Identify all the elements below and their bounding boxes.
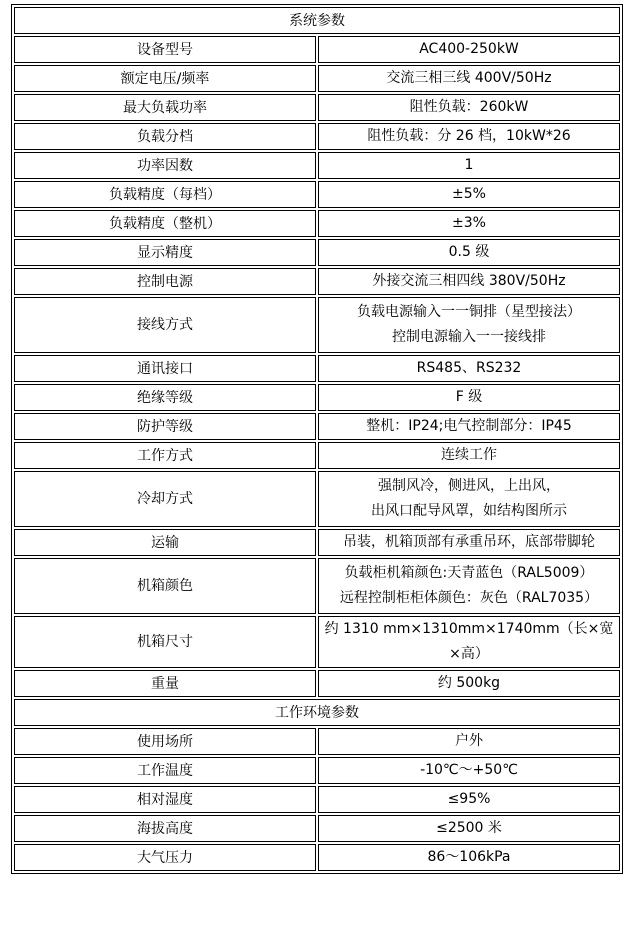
table-row bbox=[14, 670, 620, 697]
table-row bbox=[14, 442, 620, 469]
row-value bbox=[318, 239, 620, 266]
row-value-line: 阻性负载：分 26 档，10kW*26 bbox=[367, 128, 571, 144]
row-label: 相对湿度 bbox=[14, 786, 316, 813]
table-row bbox=[14, 815, 620, 842]
row-value-line: 远程控制柜柜体颜色：灰色（RAL7035） bbox=[339, 590, 599, 606]
row-value-line: 负载柜机箱颜色:天青蓝色（RAL5009） bbox=[344, 565, 594, 581]
row-value-line: 整机：IP24;电气控制部分：IP45 bbox=[366, 418, 572, 434]
row-value-line: ±5% bbox=[452, 186, 486, 202]
row-value bbox=[318, 728, 620, 755]
row-value bbox=[318, 844, 620, 871]
row-value-line: 户外 bbox=[455, 733, 483, 749]
row-value bbox=[318, 355, 620, 382]
row-value bbox=[318, 268, 620, 295]
row-value bbox=[318, 442, 620, 469]
row-value bbox=[318, 670, 620, 697]
row-label: 接线方式 bbox=[14, 297, 316, 353]
row-value-line: 连续工作 bbox=[441, 447, 497, 463]
row-value-line: 负载电源输入一一铜排（星型接法） bbox=[357, 304, 581, 320]
row-value bbox=[318, 786, 620, 813]
table-row bbox=[14, 181, 620, 208]
row-value-line: 86～106kPa bbox=[427, 849, 511, 865]
row-value-line: 约 1310 mm×1310mm×1740mm（长×宽×高） bbox=[324, 621, 614, 662]
row-value bbox=[318, 384, 620, 411]
section-header-row bbox=[14, 699, 620, 726]
row-label: 功率因数 bbox=[14, 152, 316, 179]
row-value-line: 交流三相三线 400V/50Hz bbox=[386, 70, 552, 86]
row-value bbox=[318, 558, 620, 614]
row-label: 负载分档 bbox=[14, 123, 316, 150]
row-value-line: F 级 bbox=[455, 389, 483, 405]
row-value bbox=[318, 297, 620, 353]
row-value bbox=[318, 210, 620, 237]
row-value bbox=[318, 757, 620, 784]
table-row bbox=[14, 297, 620, 353]
row-value bbox=[318, 36, 620, 63]
table-row bbox=[14, 471, 620, 527]
row-value bbox=[318, 181, 620, 208]
row-value-line: 出风口配导风罩，如结构图所示 bbox=[371, 503, 567, 519]
row-label: 冷却方式 bbox=[14, 471, 316, 527]
row-label: 额定电压/频率 bbox=[14, 65, 316, 92]
row-value-line: 外接交流三相四线 380V/50Hz bbox=[372, 273, 566, 289]
row-value-line: 强制风冷，侧进风，上出风， bbox=[378, 478, 560, 494]
table-row bbox=[14, 384, 620, 411]
row-value-line: AC400-250kW bbox=[419, 41, 519, 57]
table-row bbox=[14, 558, 620, 614]
row-value bbox=[318, 529, 620, 556]
row-label: 使用场所 bbox=[14, 728, 316, 755]
row-label: 海拔高度 bbox=[14, 815, 316, 842]
table-row bbox=[14, 94, 620, 121]
row-value-line: 1 bbox=[464, 157, 474, 173]
table-row bbox=[14, 268, 620, 295]
row-label: 工作温度 bbox=[14, 757, 316, 784]
row-label: 工作方式 bbox=[14, 442, 316, 469]
row-value bbox=[318, 94, 620, 121]
table-row bbox=[14, 728, 620, 755]
row-value-line: ≤95% bbox=[447, 791, 491, 807]
section-header-row bbox=[14, 7, 620, 34]
table-row bbox=[14, 413, 620, 440]
table-row bbox=[14, 65, 620, 92]
section-title: 系统参数 bbox=[14, 7, 620, 34]
spec-table-body bbox=[14, 7, 620, 871]
row-value-line: 阻性负载：260kW bbox=[409, 99, 529, 115]
row-value-line: 0.5 级 bbox=[448, 244, 490, 260]
row-label: 机箱尺寸 bbox=[14, 616, 316, 668]
table-row bbox=[14, 123, 620, 150]
table-row bbox=[14, 210, 620, 237]
spec-table bbox=[11, 4, 623, 874]
table-row bbox=[14, 152, 620, 179]
row-value-line: -10℃～+50℃ bbox=[420, 762, 518, 778]
row-label: 大气压力 bbox=[14, 844, 316, 871]
row-value bbox=[318, 815, 620, 842]
row-value bbox=[318, 123, 620, 150]
row-value-line: 吊装，机箱顶部有承重吊环，底部带脚轮 bbox=[343, 534, 595, 550]
row-value bbox=[318, 413, 620, 440]
row-label: 设备型号 bbox=[14, 36, 316, 63]
row-value bbox=[318, 65, 620, 92]
row-label: 显示精度 bbox=[14, 239, 316, 266]
row-label: 通讯接口 bbox=[14, 355, 316, 382]
table-row bbox=[14, 616, 620, 668]
row-value-line: 控制电源输入一一接线排 bbox=[392, 329, 546, 345]
section-title: 工作环境参数 bbox=[14, 699, 620, 726]
row-value bbox=[318, 471, 620, 527]
row-label: 防护等级 bbox=[14, 413, 316, 440]
row-label: 最大负载功率 bbox=[14, 94, 316, 121]
row-label: 控制电源 bbox=[14, 268, 316, 295]
row-label: 负载精度（整机） bbox=[14, 210, 316, 237]
row-label: 重量 bbox=[14, 670, 316, 697]
table-row bbox=[14, 757, 620, 784]
row-value bbox=[318, 616, 620, 668]
table-row bbox=[14, 36, 620, 63]
table-row bbox=[14, 844, 620, 871]
row-value bbox=[318, 152, 620, 179]
row-label: 负载精度（每档） bbox=[14, 181, 316, 208]
table-row bbox=[14, 529, 620, 556]
table-row bbox=[14, 239, 620, 266]
table-row bbox=[14, 355, 620, 382]
row-label: 机箱颜色 bbox=[14, 558, 316, 614]
row-value-line: RS485、RS232 bbox=[416, 360, 522, 376]
table-row bbox=[14, 786, 620, 813]
row-value-line: ±3% bbox=[452, 215, 486, 231]
row-label: 运输 bbox=[14, 529, 316, 556]
row-value-line: 约 500kg bbox=[437, 675, 501, 691]
row-label: 绝缘等级 bbox=[14, 384, 316, 411]
row-value-line: ≤2500 米 bbox=[436, 820, 502, 836]
